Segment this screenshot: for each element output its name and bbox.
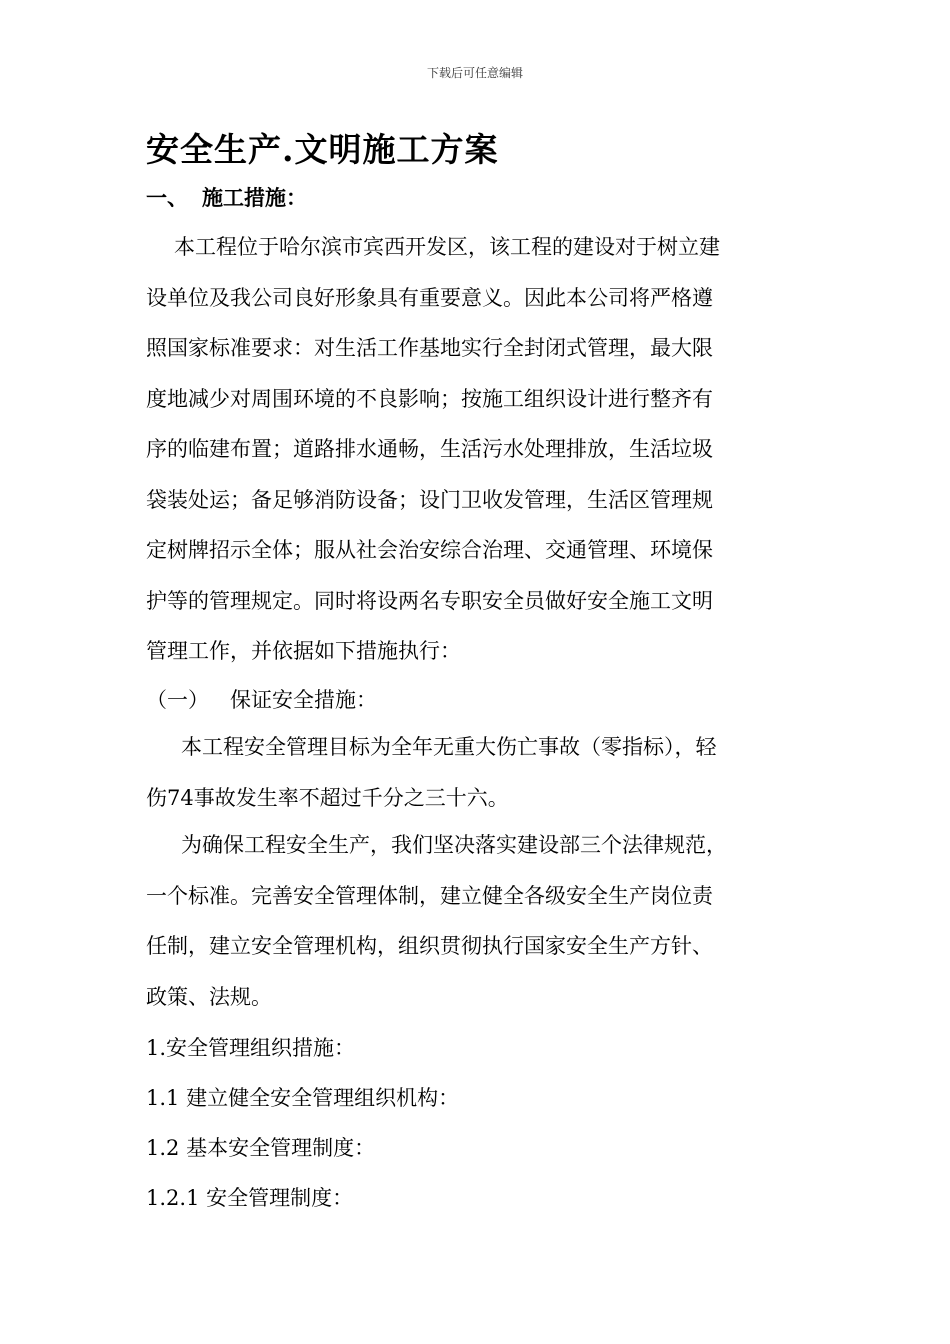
paragraph-line: 照国家标准要求：对生活工作基地实行全封闭式管理，最大限	[146, 336, 713, 360]
list-item: 1.2 基本安全管理制度：	[146, 1136, 376, 1160]
section-number: 一、	[146, 185, 188, 210]
section-heading	[146, 182, 307, 212]
subsection-number: （一）	[146, 688, 209, 712]
section-label: 施工措施：	[202, 185, 307, 210]
paragraph-line: 政策、法规。	[146, 984, 272, 1009]
header-note: 下载后可任意编辑	[426, 66, 523, 80]
paragraph-line: 度地减少对周围环境的不良影响；按施工组织设计进行整齐有	[146, 386, 713, 411]
list-item: 1.2.1 安全管理制度：	[146, 1186, 354, 1210]
paragraph-line: 护等的管理规定。同时将设两名专职安全员做好安全施工文明	[146, 588, 713, 613]
paragraph-intro	[146, 222, 806, 677]
paragraph-line: 本工程安全管理目标为全年无重大伤亡事故（零指标），轻	[181, 735, 717, 759]
paragraph-line: 设单位及我公司良好形象具有重要意义。因此本公司将严格遵	[146, 285, 713, 310]
paragraph-safety-goal	[146, 722, 806, 823]
document-title: 安全生产.文明施工方案	[146, 130, 499, 169]
paragraph-line: 任制，建立安全管理机构，组织贯彻执行国家安全生产方针、	[146, 934, 713, 958]
paragraph-line: 袋装处运；备足够消防设备；设门卫收发管理，生活区管理规	[146, 487, 713, 512]
subsection-heading	[146, 684, 377, 714]
list-item: 1.安全管理组织措施：	[146, 1036, 356, 1060]
paragraph-line: 为确保工程安全生产，我们坚决落实建设部三个法律规范，	[181, 833, 727, 857]
paragraph-line: 定树牌招示全体；服从社会治安综合治理、交通管理、环境保	[146, 538, 713, 562]
paragraph-line: 伤74事故发生率不超过千分之三十六。	[146, 785, 509, 810]
list-item: 1.1 建立健全安全管理组织机构：	[146, 1086, 460, 1110]
paragraph-line: 本工程位于哈尔滨市宾西开发区，该工程的建设对于树立建	[174, 235, 720, 259]
paragraph-line: 序的临建布置；道路排水通畅，生活污水处理排放，生活垃圾	[146, 437, 713, 461]
subsection-label: 保证安全措施：	[230, 688, 377, 712]
paragraph-safety-production	[146, 820, 806, 1022]
paragraph-line: 一个标准。完善安全管理体制，建立健全各级安全生产岗位责	[146, 883, 713, 908]
paragraph-line: 管理工作，并依据如下措施执行：	[146, 639, 461, 663]
